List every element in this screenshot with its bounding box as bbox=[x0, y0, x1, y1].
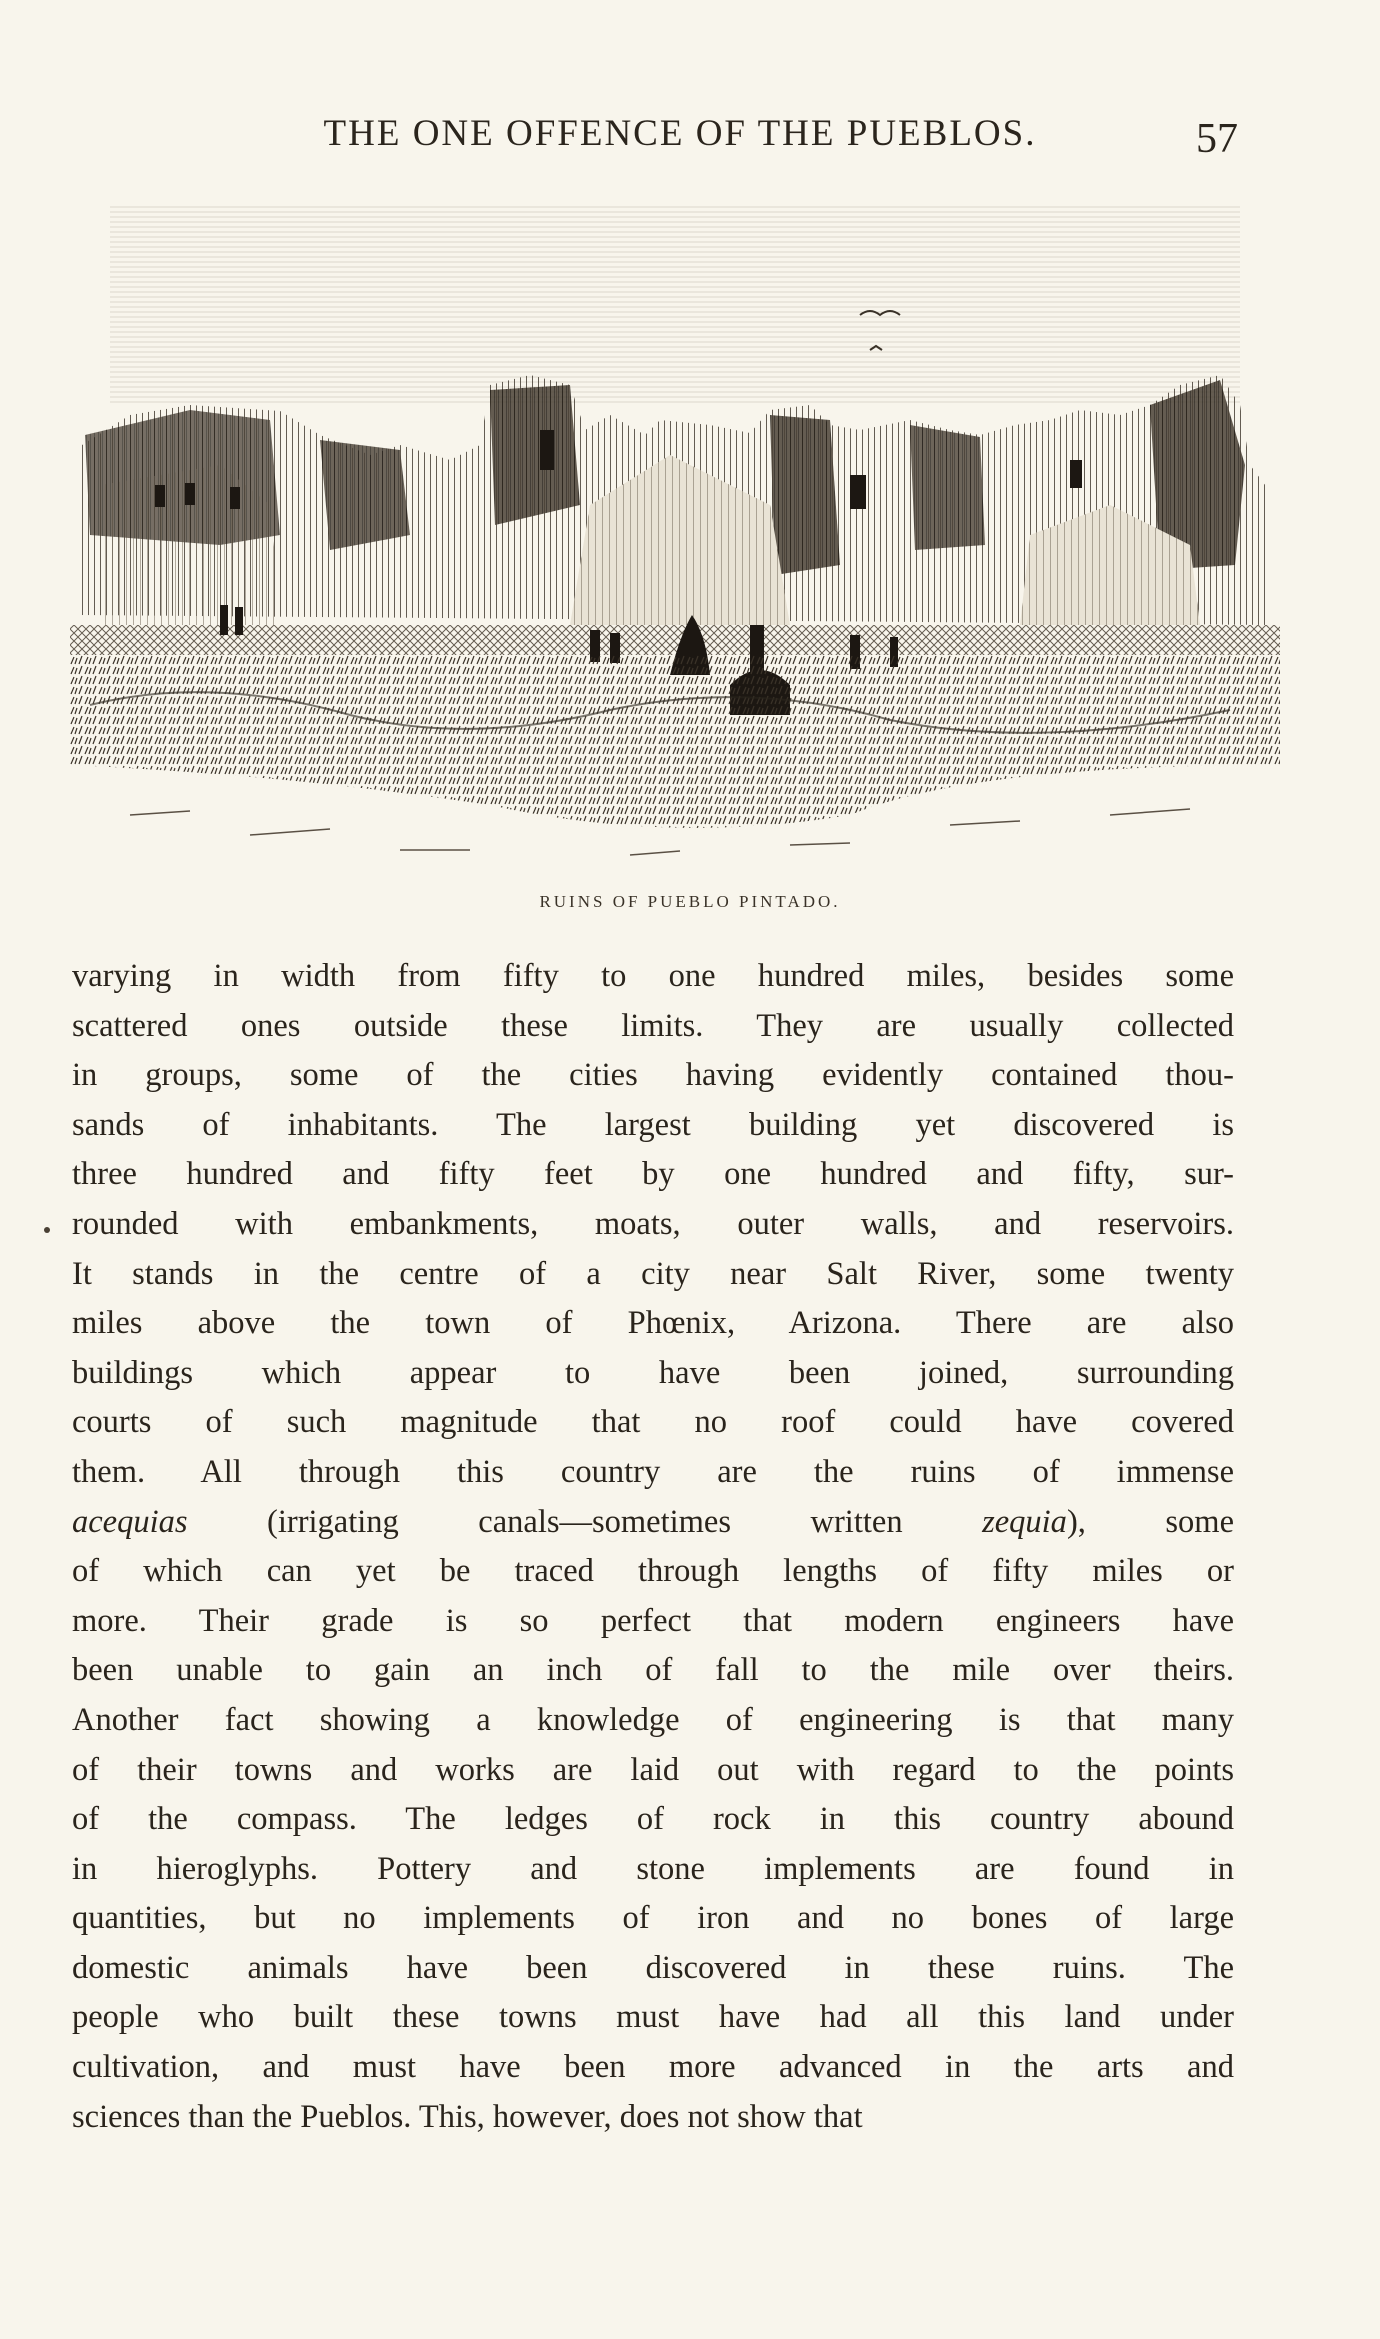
italic-term: acequias bbox=[72, 1503, 188, 1540]
text-line: of which can yet be traced through lengths of fifty miles or bbox=[72, 1553, 1234, 1590]
text-line: in groups, some of the cities having evidently contained thou- bbox=[72, 1057, 1234, 1094]
text-line: people who built these towns must have had all this land under bbox=[72, 1999, 1234, 2036]
text-line: buildings which appear to have been joined, surrounding bbox=[72, 1354, 1234, 1391]
text-line: varying in width from fifty to one hundred miles, besides some bbox=[72, 958, 1234, 994]
figure-caption: RUINS OF PUEBLO PINTADO. bbox=[539, 892, 841, 911]
engraving-ruins-illustration bbox=[70, 205, 1280, 885]
italic-term: zequia bbox=[982, 1503, 1067, 1540]
text-line: courts of such magnitude that no roof could have covered bbox=[72, 1404, 1234, 1441]
text-line: cultivation, and must have been more advanced in the arts and bbox=[72, 2049, 1234, 2086]
body-text bbox=[72, 952, 1234, 2142]
text-line: rounded with embankments, moats, outer walls, and reservoirs. bbox=[72, 1205, 1234, 1242]
text-line: in hieroglyphs. Pottery and stone implements are found in bbox=[72, 1850, 1234, 1887]
text-line: them. All through this country are the ruins of immense bbox=[72, 1453, 1234, 1490]
text-line: scattered ones outside these limits. They are usually collected bbox=[72, 1007, 1234, 1044]
text-line: It stands in the centre of a city near Salt River, some twenty bbox=[72, 1255, 1234, 1292]
text-line: quantities, but no implements of iron and no bones of large bbox=[72, 1900, 1234, 1937]
text-line-acequias bbox=[72, 1498, 1234, 1548]
text-line: three hundred and fifty feet by one hundred and fifty, sur- bbox=[72, 1156, 1234, 1193]
text-line: more. Their grade is so perfect that modern engineers have bbox=[72, 1602, 1234, 1639]
page-number: 57 bbox=[1196, 116, 1238, 162]
text-line: been unable to gain an inch of fall to the mile over theirs. bbox=[72, 1652, 1234, 1689]
text-line: Another fact showing a knowledge of engineering is that many bbox=[72, 1701, 1234, 1738]
text-line: sciences than the Pueblos. This, however, does not show that bbox=[72, 2098, 863, 2135]
text-line: of the compass. The ledges of rock in this country abound bbox=[72, 1801, 1234, 1838]
text-fragment: (irrigating canals—sometimes written bbox=[267, 1503, 903, 1540]
text-fragment: ), some bbox=[1066, 1503, 1234, 1540]
margin-mark bbox=[44, 1227, 50, 1233]
text-line: domestic animals have been discovered in these ruins. The bbox=[72, 1949, 1234, 1986]
running-title: THE ONE OFFENCE OF THE PUEBLOS. bbox=[323, 113, 1037, 154]
text-line: miles above the town of Phœnix, Arizona. There are also bbox=[72, 1305, 1234, 1342]
text-line: of their towns and works are laid out with regard to the points bbox=[72, 1751, 1234, 1788]
text-line: sands of inhabitants. The largest building yet discovered is bbox=[72, 1106, 1234, 1143]
